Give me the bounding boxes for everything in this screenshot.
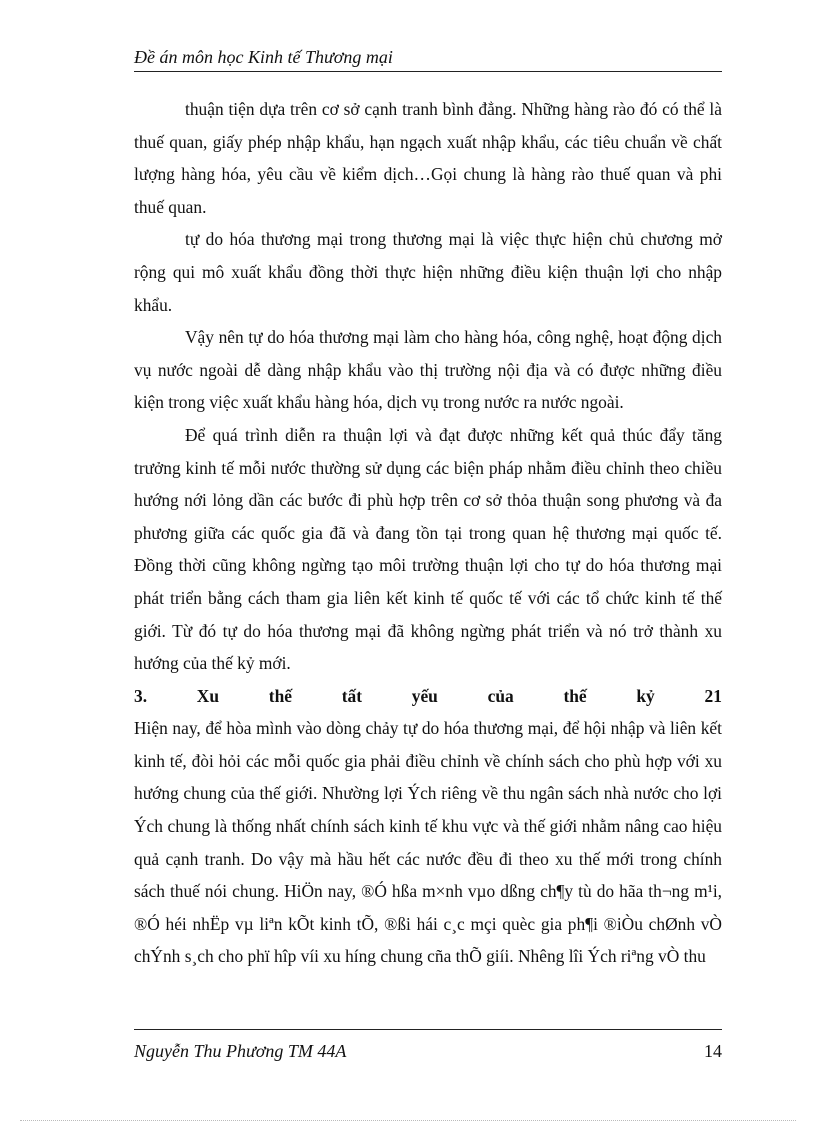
heading-word: thế xyxy=(268,685,292,706)
page-header xyxy=(134,46,722,72)
section-heading xyxy=(134,680,722,713)
paragraph-4: Để quá trình diễn ra thuận lợi và đạt được những kết quả thúc đẩy tăng trưởng kinh tế mỗi nước thường sử dụng các biện pháp nhằm điều chỉnh theo chiều hướng nới lỏng dần các bước đi phù hợp trên cơ sở thỏa thuận song phương và đa phương giữa các quốc gia đã và đang tồn tại trong quan hệ thương mại quốc tế. Đồng thời cũng không ngừng tạo môi trường thuận lợi cho tự do hóa thương mại phát triển bằng cách tham gia liên kết kinh tế quốc tế với các tổ chức kinh tế thế giới. Từ đó tự do hóa thương mại đã không ngừng phát triển và nó trở thành xu hướng của thế kỷ mới. xyxy=(134,424,722,674)
paragraph-1: thuận tiện dựa trên cơ sở cạnh tranh bình đẳng. Những hàng rào đó có thể là thuế quan, giấy phép nhập khẩu, hạn ngạch xuất nhập khẩu, các tiêu chuẩn về chất lượng hàng hóa, yêu cầu về kiểm dịch…Gọi chung là hàng rào thuế quan và phi thuế quan. xyxy=(134,99,722,217)
heading-word: 3. xyxy=(134,685,148,706)
heading-word: của xyxy=(487,685,514,706)
author-name: Nguyễn Thu Phương TM 44A xyxy=(134,1041,347,1061)
heading-word: thế xyxy=(563,685,587,706)
heading-word: kỷ xyxy=(636,685,655,706)
heading-word: 21 xyxy=(704,685,722,706)
document-body xyxy=(134,93,722,973)
document-title: Đề án môn học Kinh tế Thương mại xyxy=(134,47,393,67)
heading-word: yếu xyxy=(411,685,438,706)
paragraph-2: tự do hóa thương mại trong thương mại là việc thực hiện chủ chương mở rộng qui mô xuất khẩu đồng thời thực hiện những điều kiện thuận lợi cho nhập khẩu. xyxy=(134,229,722,315)
page-boundary-divider xyxy=(20,1120,796,1121)
heading-word: Xu xyxy=(196,685,220,706)
heading-word: tất xyxy=(341,685,362,706)
paragraph-3: Vậy nên tự do hóa thương mại làm cho hàng hóa, công nghệ, hoạt động dịch vụ nước ngoài dễ dàng nhập khẩu vào thị trường nội địa và có được những điều kiện trong việc xuất khẩu hàng hóa, dịch vụ trong nước ra nước ngoài. xyxy=(134,327,722,413)
page-footer xyxy=(134,1029,722,1062)
page-number: 14 xyxy=(704,1041,722,1061)
section-body: Hiện nay, để hòa mình vào dòng chảy tự do hóa thương mại, để hội nhập và liên kết kinh tế, đòi hỏi các mỗi quốc gia phải điều chỉnh về chính sách cho phù hợp với xu hướng chung của thế giới. Nhường lợi Ých riêng về thu ngân sách nhà nước cho lợi Ých chung là thống nhất chính sách kinh tế khu vực và thế giới nhằm nâng cao hiệu quả cạnh tranh. Do vậy mà hầu hết các nước đều đi theo xu thế mới trong chính sách thuế nói chung. HiÖn nay, ®Ó hßa m×nh vµo dßng ch¶y tù do hãa th¬ng m¹i, ®Ó héi nhËp vµ liªn kÕt kinh tÕ, ®ßi hái c¸c mçi quèc gia ph¶i ®iÒu chØnh vÒ chÝnh s¸ch cho phï hîp víi xu híng chung cña thÕ giíi. Nhêng lîi Ých riªng vÒ thu xyxy=(134,718,722,967)
